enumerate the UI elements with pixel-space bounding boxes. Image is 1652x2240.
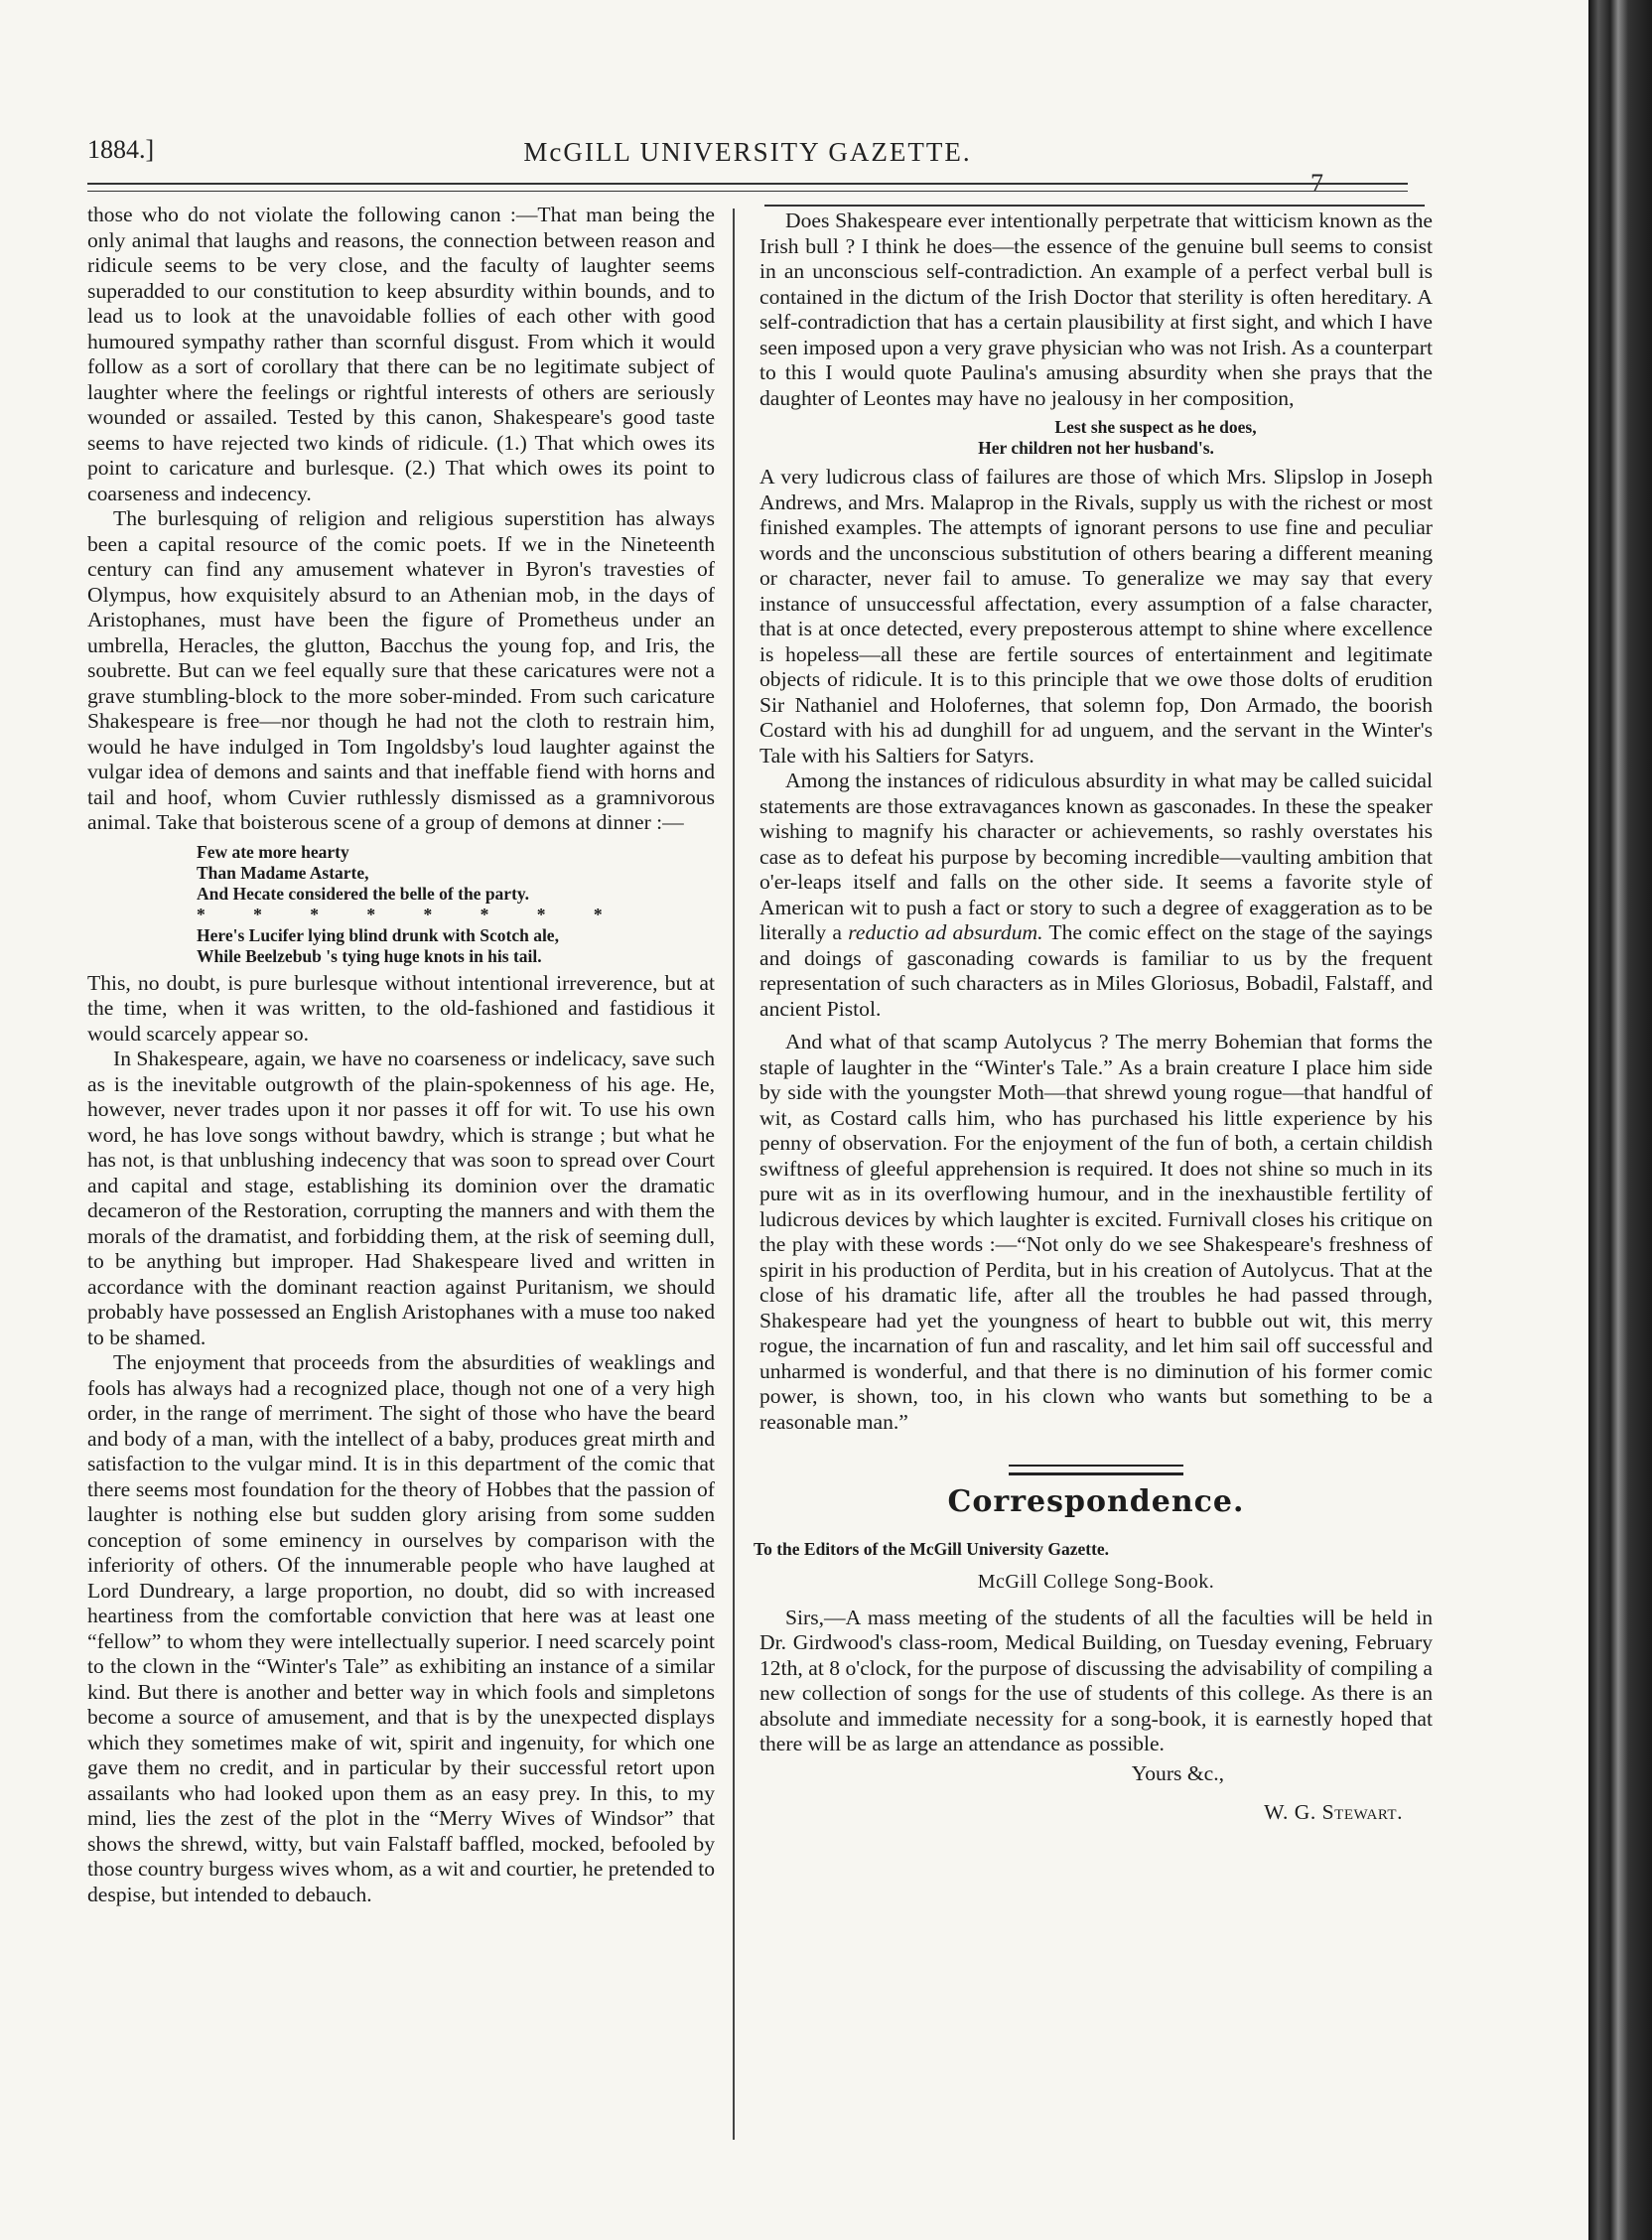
right-paragraph-3 <box>759 769 1433 1022</box>
correspondence-heading: Correspondence. <box>947 1484 1245 1519</box>
left-paragraph-1: those who do not violate the following canon :—That man being the only animal that laughs and reasons, the connection between reason and ridicule seems to be very close, and the faculty of laughter seems superadded to our constitution to keep absurdity within bounds, and to lead us to look at the unavoidable follies of each other with good humoured sympathy rather than scornful disgust. From which it would follow as a sort of corollary that there can be no legitimate subject of laughter where the feelings or rightful interests of others are seriously wounded or assailed. Tested by this canon, Shakespeare's good taste seems to have rejected two kinds of ridicule. (1.) That which owes its point to caricature and burlesque. (2.) That which owes its point to coarseness and indecency. <box>87 203 715 505</box>
right-column-rule <box>764 205 1425 207</box>
letter-signature: W. G. Stewart. <box>1264 1800 1403 1824</box>
latin-phrase: reductio ad absurdum. <box>848 920 1043 944</box>
verse-line: While Beelzebub 's tying huge knots in his tail. <box>197 945 542 966</box>
header-year: 1884.] <box>87 135 155 164</box>
right-paragraph-4: And what of that scamp Autolycus ? The merry Bohemian that forms the staple of laughter in the “Winter's Tale.” As a brain creature I place him side by side with the youngster Moth—that shrewd young rogue—that handful of wit, as Costard calls him, who has purchased his little experience by his penny of observation. For the enjoyment of the fun of both, a certain childish swiftness of gleeful apprehension is required. It does not shine so much in its pure wit as in its overflowing humour, and in the inexhaustible fertility of ludicrous devices by which laughter is excited. Furnivall closes his critique on the play with these words :—“Not only do we see Shakespeare's freshness of spirit in his production of Perdita, but in his creation of Autolycus. That at the close of his dramatic life, after all the troubles he had passed through, Shakespeare had yet the youngness of heart to bubble out wit, this merry rogue, the incarnation of fun and rascality, and let him sail off successful and unharmed is wonderful, and that there is no diminution of his former comic power, is shown, too, in his clown who wants but something to be a reasonable man.” <box>759 1030 1433 1434</box>
header-rule <box>87 183 1408 192</box>
section-separator-rule <box>1009 1465 1183 1475</box>
couplet-line: Her children not her husband's. <box>978 438 1214 458</box>
verse-ellipsis-stars: * * * * * * * * <box>197 904 624 924</box>
book-spine-edge <box>1588 0 1652 2240</box>
to-editors-line: To the Editors of the McGill University Gazette. <box>754 1538 1110 1559</box>
right-column <box>754 209 1433 1826</box>
right-paragraph-3-text: Among the instances of ridiculous absurdity in what may be called suicidal statements are those extravagances known as gasconades. In these the speaker wishing to magnify his character or achievements, so rashly overstates his case as to defeat his purpose by becoming incredible—vaulting ambition that o'er-leaps itself and falls on the other side. It seems a favorite style of American wit to push a fact or story to such a degree of exaggeration as to be literally a <box>759 769 1433 944</box>
column-divider <box>733 209 735 2140</box>
running-header <box>87 131 1408 181</box>
verse-line: Few ate more hearty <box>197 841 349 862</box>
verse-line: And Hecate considered the belle of the party. <box>197 883 530 904</box>
left-paragraph-4: In Shakespeare, again, we have no coarseness or indelicacy, save such as is the inevitable outgrowth of the plain-spokenness of his age. He, however, never trades upon it nor passes it off for wit. To use his own word, he has love songs without bawdry, which is strange ; but what he has not, is that unblushing indecency that was soon to spread over Court and capital and stage, establishing its dominion over the dramatic decameron of the Restoration, corrupting the manners and with them the morals of the dramatist, and forbidding them, at the risk of seeming dull, to be anything but improper. Had Shakespeare lived and written in accordance with the dominant reaction against Puritanism, we should probably have possessed an English Aristophanes with a muse too naked to be shamed. <box>87 1047 715 1349</box>
left-paragraph-3: This, no doubt, is pure burlesque without intentional irreverence, but at the time, when it was written, to the old-fashioned and fastidious it would scarcely appear so. <box>87 970 715 1046</box>
right-paragraph-3-continued: The comic effect on the stage of the sayings and doings of gasconading cowards is familiar to us by the frequent representation of such characters as in Miles Gloriosus, Bobadil, Falstaff, and ancient Pistol. <box>759 920 1433 1021</box>
couplet-quote <box>759 417 1433 459</box>
page-number: 7 <box>1310 169 1323 198</box>
letter-closing: Yours &c., <box>1131 1760 1224 1785</box>
header-title: McGILL UNIVERSITY GAZETTE. <box>523 137 972 167</box>
letter-body: Sirs,—A mass meeting of the students of all the faculties will be held in Dr. Girdwood's class-room, Medical Building, on Tuesday evening, February 12th, at 8 o'clock, for the purpose of discussing the advisability of compiling a new collection of songs for the use of students of this college. As there is an absolute and immediate necessity for a song-book, it is earnestly hoped that there will be as large an attendance as possible. <box>759 1605 1433 1755</box>
verse-line: Here's Lucifer lying blind drunk with Scotch ale, <box>197 924 559 945</box>
letter-subject: McGill College Song-Book. <box>977 1571 1215 1593</box>
left-paragraph-2: The burlesquing of religion and religious superstition has always been a capital resource of the comic poets. If we in the Nineteenth century can find any amusement whatever in Byron's travesties of Olympus, how exquisitely absurd to an Athenian mob, in the days of Aristophanes, must have been the figure of Prometheus under an umbrella, Heracles, the glutton, Bacchus the young fop, and Iris, the soubrette. But can we feel equally sure that these caricatures were not a grave stumbling-block to the more sober-minded. From such caricature Shakespeare is free—nor though he had not the cloth to restrain him, would he have indulged in Tom Ingoldsby's loud laughter against the vulgar idea of demons and saints and that ineffable fiend with horns and tail and hoof, whom Cuvier ruthlessly dismissed as a gramnivorous animal. Take that boisterous scene of a group of demons at dinner :— <box>87 506 715 834</box>
left-paragraph-5: The enjoyment that proceeds from the absurdities of weaklings and fools has always had a recognized place, though not one of a very high order, in the range of merriment. The sight of those who have the beard and body of a man, with the intellect of a baby, produces great mirth and satisfaction to the vulgar mind. It is in this department of the comic that there seems most foundation for the theory of Hobbes that the passion of laughter is nothing else but sudden glory arising from some sudden conception of some eminency in ourselves by comparison with the inferiority of others. Of the innumerable people who have laughed at Lord Dundreary, a large proportion, no doubt, did so with increased heartiness from the comfortable conviction that here was at least one “fellow” to whom they were intellectually superior. I need scarcely point to the clown in the “Winter's Tale” as exhibiting an instance of a similar kind. But there is another and better way in which fools and simpletons become a source of amusement, and that is by the unexpected displays which they sometimes make of wit, spirit and ingenuity, for which one gave them no credit, and in particular by their successful retort upon assailants who had looked upon them as an easy prey. In this, to my mind, lies the zest of the plot in the “Merry Wives of Windsor” that shows the shrewd, witty, but vain Falstaff baffled, mocked, befooled by those country burgess wives whom, as a wit and courtier, he pretended to despise, but intended to debauch. <box>87 1350 715 1906</box>
verse-line: Than Madame Astarte, <box>197 862 369 883</box>
verse-quote <box>87 842 715 967</box>
right-paragraph-1: Does Shakespeare ever intentionally perpetrate that witticism known as the Irish bull ? I think he does—the essence of the genuine bull seems to consist in an unconscious self-contradiction. An example of a perfect verbal bull is contained in the dictum of the Irish Doctor that sterility is often hereditary. A self-contradiction that has a certain plausibility at first sight, and which I have seen imposed upon a very grave physician who was not Irish. As a counterpart to this I would quote Paulina's amusing absurdity when she prays that the daughter of Leontes may have no jealousy in her composition, <box>759 209 1433 410</box>
couplet-line: Lest she suspect as he does, <box>1054 417 1257 437</box>
left-column <box>87 203 715 1907</box>
right-paragraph-2: A very ludicrous class of failures are those of which Mrs. Slipslop in Joseph Andrews, and Mrs. Malaprop in the Rivals, supply us with the richest or most finished examples. The attempts of ignorant persons to use fine and peculiar words and the unconscious substitution of others bearing a different meaning or character, never fail to amuse. To generalize we may say that every instance of unsuccessful affectation, every assumption of a false character, that is at once detected, every preposterous attempt to shine where excellence is hopeless—all these are fertile sources of entertainment and legitimate objects of ridicule. It is to this principle that we owe those dolts of erudition Sir Nathaniel and Holofernes, that solemn fop, Don Armado, the boorish Costard with his ad dunghill for ad unguem, and the servant in the Winter's Tale with his Saltiers for Satyrs. <box>759 465 1433 768</box>
